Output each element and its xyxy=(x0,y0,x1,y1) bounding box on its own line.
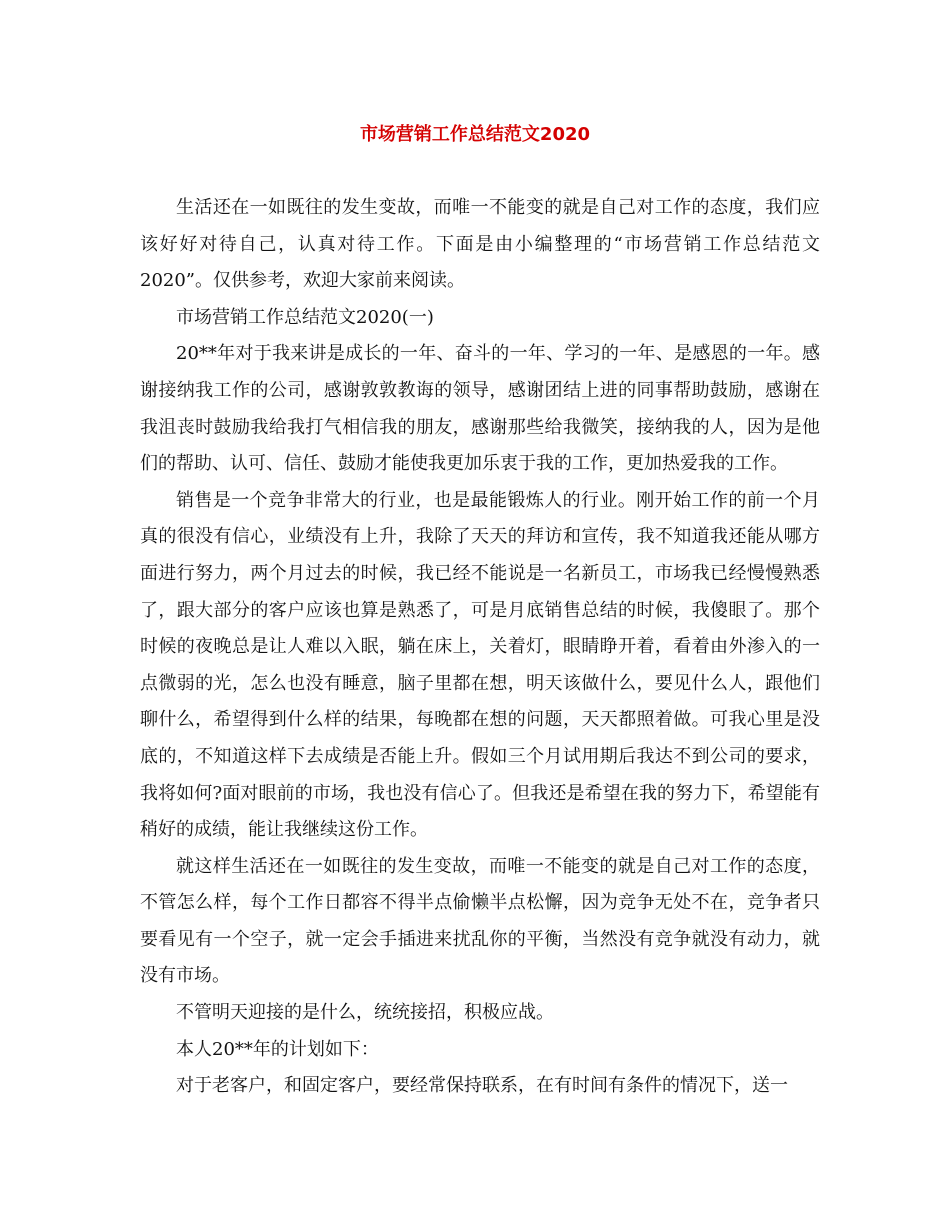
paragraph-sales-experience: 销售是一个竞争非常大的行业，也是最能锻炼人的行业。刚开始工作的前一个月真的很没有信心，业绩没有上升，我除了天天的拜访和宣传，我不知道我还能从哪方面进行努力，两个月过去的时候，我已经不能说是一名新员工，市场我已经慢慢熟悉了，跟大部分的客户应该也算是熟悉了，可是月底销售总结的时候，我傻眼了。那个时候的夜晚总是让人难以入眠，躺在床上，关着灯，眼睛睁开着，看着由外渗入的一点微弱的光，怎么也没有睡意，脑子里都在想，明天该做什么，要见什么人，跟他们聊什么，希望得到什么样的结果，每晚都在想的问题，天天都照着做。可我心里是没底的，不知道这样下去成绩是否能上升。假如三个月试用期后我达不到公司的要求，我将如何?面对眼前的市场，我也没有信心了。但我还是希望在我的努力下，希望能有稍好的成绩，能让我继续这份工作。 xyxy=(140,489,820,841)
document-body xyxy=(140,190,820,1105)
paragraph-resolve: 不管明天迎接的是什么，统统接招，积极应战。 xyxy=(176,1002,554,1024)
paragraph-plan-heading: 本人20**年的计划如下： xyxy=(176,1038,379,1060)
paragraph-intro: 生活还在一如既往的发生变故，而唯一不能变的就是自己对工作的态度，我们应该好好对待自己，认真对待工作。下面是由小编整理的“市场营销工作总结范文2020”。仅供参考，欢迎大家前来阅读。 xyxy=(140,197,820,292)
paragraph-plan-item: 对于老客户，和固定客户，要经常保持联系，在有时间有条件的情况下，送一 xyxy=(176,1075,788,1097)
document-title: 市场营销工作总结范文2020 xyxy=(359,124,591,145)
paragraph-attitude: 就这样生活还在一如既往的发生变故，而唯一不能变的就是自己对工作的态度，不管怎么样，每个工作日都容不得半点偷懒半点松懈，因为竞争无处不在，竞争者只要看见有一个空子，就一定会手插进来扰乱你的平衡，当然没有竞争就没有动力，就没有市场。 xyxy=(140,855,820,987)
paragraph-gratitude: 20**年对于我来讲是成长的一年、奋斗的一年、学习的一年、是感恩的一年。感谢接纳我工作的公司，感谢敦敦教诲的领导，感谢团结上进的同事帮助鼓励，感谢在我沮丧时鼓励我给我打气相信我的朋友，感谢那些给我微笑，接纳我的人，因为是他们的帮助、认可、信任、鼓励才能使我更加乐衷于我的工作，更加热爱我的工作。 xyxy=(140,343,820,475)
paragraph-section-heading: 市场营销工作总结范文2020(一) xyxy=(176,306,434,328)
